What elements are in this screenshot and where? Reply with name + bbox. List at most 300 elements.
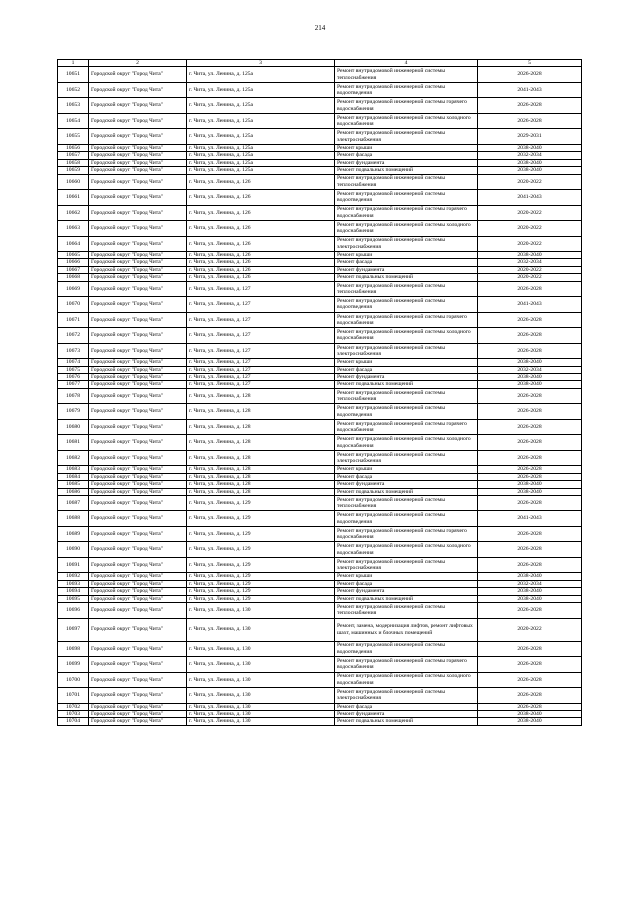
municipality-cell: Городской округ "Город Чита" <box>89 703 187 710</box>
municipality-cell: Городской округ "Город Чита" <box>89 588 187 595</box>
period-cell: 2020-2022 <box>478 266 582 273</box>
address-cell: г. Чита, ул. Ленина, д. 127 <box>187 381 335 388</box>
table-row <box>58 221 582 237</box>
row-number-cell: 10663 <box>58 221 89 237</box>
period-cell: 2038-2040 <box>478 373 582 380</box>
period-cell: 2041-2043 <box>478 82 582 98</box>
table-row <box>58 603 582 619</box>
work-type-cell: Ремонт внутридомовой инженерной системы электроснабжения <box>335 236 478 252</box>
address-cell: г. Чита, ул. Ленина, д. 129 <box>187 526 335 542</box>
address-cell: г. Чита, ул. Ленина, д. 127 <box>187 343 335 359</box>
table-row <box>58 703 582 710</box>
work-type-cell: Ремонт крыши <box>335 252 478 259</box>
address-cell: г. Чита, ул. Ленина, д. 128 <box>187 388 335 404</box>
work-type-cell: Ремонт фасада <box>335 152 478 159</box>
municipality-cell: Городской округ "Город Чита" <box>89 236 187 252</box>
row-number-cell: 10693 <box>58 580 89 587</box>
period-cell: 2029-2031 <box>478 129 582 145</box>
period-cell: 2026-2028 <box>478 657 582 673</box>
municipality-cell: Городской округ "Город Чита" <box>89 152 187 159</box>
work-type-cell: Ремонт внутридомовой инженерной системы теплоснабжения <box>335 174 478 190</box>
municipality-cell: Городской округ "Город Чита" <box>89 328 187 344</box>
work-type-cell: Ремонт внутридомовой инженерной системы электроснабжения <box>335 557 478 573</box>
work-type-cell: Ремонт внутридомовой инженерной системы холодного водоснабжения <box>335 328 478 344</box>
period-cell: 2038-2040 <box>478 588 582 595</box>
table-row <box>58 481 582 488</box>
address-cell: г. Чита, ул. Ленина, д. 130 <box>187 718 335 725</box>
period-cell: 2026-2028 <box>478 343 582 359</box>
row-number-cell: 10682 <box>58 450 89 466</box>
table-row <box>58 657 582 673</box>
work-type-cell: Ремонт внутридомовой инженерной системы теплоснабжения <box>335 281 478 297</box>
work-type-cell: Ремонт внутридомовой инженерной системы холодного водоснабжения <box>335 542 478 558</box>
row-number-cell: 10701 <box>58 688 89 704</box>
table-row <box>58 526 582 542</box>
period-cell: 2032-2034 <box>478 152 582 159</box>
period-cell: 2020-2022 <box>478 236 582 252</box>
address-cell: г. Чита, ул. Ленина, д. 126 <box>187 190 335 206</box>
table-row <box>58 252 582 259</box>
row-number-cell: 10652 <box>58 82 89 98</box>
period-cell: 2020-2022 <box>478 274 582 281</box>
municipality-cell: Городской округ "Город Чита" <box>89 167 187 174</box>
table-row <box>58 343 582 359</box>
work-type-cell: Ремонт внутридомовой инженерной системы теплоснабжения <box>335 67 478 83</box>
address-cell: г. Чита, ул. Ленина, д. 125а <box>187 82 335 98</box>
table-row <box>58 113 582 129</box>
work-type-cell: Ремонт фасада <box>335 259 478 266</box>
period-cell: 2026-2028 <box>478 419 582 435</box>
row-number-cell: 10653 <box>58 98 89 114</box>
repair-schedule-table <box>57 59 582 726</box>
period-cell: 2038-2040 <box>478 710 582 717</box>
period-cell: 2026-2028 <box>478 450 582 466</box>
row-number-cell: 10688 <box>58 511 89 527</box>
row-number-cell: 10677 <box>58 381 89 388</box>
period-cell: 2020-2022 <box>478 174 582 190</box>
municipality-cell: Городской округ "Город Чита" <box>89 174 187 190</box>
municipality-cell: Городской округ "Город Чита" <box>89 688 187 704</box>
work-type-cell: Ремонт внутридомовой инженерной системы горячего водоснабжения <box>335 205 478 221</box>
municipality-cell: Городской округ "Город Чита" <box>89 312 187 328</box>
table-row <box>58 495 582 511</box>
address-cell: г. Чита, ул. Ленина, д. 128 <box>187 419 335 435</box>
period-cell: 2038-2040 <box>478 595 582 602</box>
row-number-cell: 10674 <box>58 359 89 366</box>
period-cell: 2032-2034 <box>478 366 582 373</box>
work-type-cell: Ремонт фундамента <box>335 481 478 488</box>
row-number-cell: 10686 <box>58 488 89 495</box>
period-cell: 2038-2040 <box>478 488 582 495</box>
period-cell: 2038-2040 <box>478 167 582 174</box>
table-row <box>58 312 582 328</box>
period-cell: 2026-2028 <box>478 603 582 619</box>
work-type-cell: Ремонт подвальных помещений <box>335 167 478 174</box>
work-type-cell: Ремонт подвальных помещений <box>335 595 478 602</box>
address-cell: г. Чита, ул. Ленина, д. 129 <box>187 511 335 527</box>
row-number-cell: 10704 <box>58 718 89 725</box>
work-type-cell: Ремонт фасада <box>335 366 478 373</box>
municipality-cell: Городской округ "Город Чита" <box>89 481 187 488</box>
municipality-cell: Городской округ "Город Чита" <box>89 450 187 466</box>
table-row <box>58 473 582 480</box>
work-type-cell: Ремонт фасада <box>335 703 478 710</box>
period-cell: 2038-2040 <box>478 481 582 488</box>
row-number-cell: 10658 <box>58 159 89 166</box>
period-cell: 2038-2040 <box>478 381 582 388</box>
row-number-cell: 10695 <box>58 595 89 602</box>
row-number-cell: 10691 <box>58 557 89 573</box>
table-row <box>58 688 582 704</box>
period-cell: 2038-2040 <box>478 359 582 366</box>
row-number-cell: 10678 <box>58 388 89 404</box>
row-number-cell: 10667 <box>58 266 89 273</box>
work-type-cell: Ремонт фасада <box>335 473 478 480</box>
municipality-cell: Городской округ "Город Чита" <box>89 557 187 573</box>
period-cell: 2020-2022 <box>478 618 582 641</box>
work-type-cell: Ремонт фундамента <box>335 159 478 166</box>
period-cell: 2026-2028 <box>478 641 582 657</box>
row-number-cell: 10689 <box>58 526 89 542</box>
row-number-cell: 10662 <box>58 205 89 221</box>
row-number-cell: 10692 <box>58 573 89 580</box>
period-cell: 2026-2028 <box>478 435 582 451</box>
row-number-cell: 10671 <box>58 312 89 328</box>
work-type-cell: Ремонт внутридомовой инженерной системы горячего водоснабжения <box>335 419 478 435</box>
municipality-cell: Городской округ "Город Чита" <box>89 672 187 688</box>
work-type-cell: Ремонт внутридомовой инженерной системы холодного водоснабжения <box>335 435 478 451</box>
period-cell: 2038-2040 <box>478 159 582 166</box>
row-number-cell: 10702 <box>58 703 89 710</box>
work-type-cell: Ремонт подвальных помещений <box>335 274 478 281</box>
row-number-cell: 10669 <box>58 281 89 297</box>
row-number-cell: 10656 <box>58 144 89 151</box>
period-cell: 2026-2028 <box>478 473 582 480</box>
municipality-cell: Городской округ "Город Чита" <box>89 205 187 221</box>
work-type-cell: Ремонт крыши <box>335 359 478 366</box>
row-number-cell: 10680 <box>58 419 89 435</box>
municipality-cell: Городской округ "Город Чита" <box>89 718 187 725</box>
municipality-cell: Городской округ "Город Чита" <box>89 466 187 473</box>
row-number-cell: 10697 <box>58 618 89 641</box>
period-cell: 2026-2028 <box>478 703 582 710</box>
table-row <box>58 710 582 717</box>
row-number-cell: 10666 <box>58 259 89 266</box>
work-type-cell: Ремонт внутридомовой инженерной системы электроснабжения <box>335 450 478 466</box>
address-cell: г. Чита, ул. Ленина, д. 129 <box>187 542 335 558</box>
address-cell: г. Чита, ул. Ленина, д. 130 <box>187 657 335 673</box>
period-cell: 2041-2043 <box>478 190 582 206</box>
municipality-cell: Городской округ "Город Чита" <box>89 98 187 114</box>
work-type-cell: Ремонт внутридомовой инженерной системы теплоснабжения <box>335 603 478 619</box>
address-cell: г. Чита, ул. Ленина, д. 125а <box>187 167 335 174</box>
column-header-3: 3 <box>187 60 335 67</box>
row-number-cell: 10664 <box>58 236 89 252</box>
work-type-cell: Ремонт подвальных помещений <box>335 381 478 388</box>
address-cell: г. Чита, ул. Ленина, д. 125а <box>187 159 335 166</box>
municipality-cell: Городской округ "Город Чита" <box>89 603 187 619</box>
row-number-cell: 10681 <box>58 435 89 451</box>
work-type-cell: Ремонт внутридомовой инженерной системы водоотведения <box>335 82 478 98</box>
table-row <box>58 672 582 688</box>
work-type-cell: Ремонт внутридомовой инженерной системы холодного водоснабжения <box>335 221 478 237</box>
period-cell: 2041-2043 <box>478 297 582 313</box>
period-cell: 2026-2028 <box>478 526 582 542</box>
address-cell: г. Чита, ул. Ленина, д. 130 <box>187 688 335 704</box>
row-number-cell: 10673 <box>58 343 89 359</box>
table-row <box>58 542 582 558</box>
period-cell: 2026-2028 <box>478 113 582 129</box>
row-number-cell: 10676 <box>58 373 89 380</box>
address-cell: г. Чита, ул. Ленина, д. 130 <box>187 641 335 657</box>
period-cell: 2026-2028 <box>478 495 582 511</box>
work-type-cell: Ремонт внутридомовой инженерной системы водоотведения <box>335 404 478 420</box>
address-cell: г. Чита, ул. Ленина, д. 128 <box>187 466 335 473</box>
municipality-cell: Городской округ "Город Чита" <box>89 252 187 259</box>
work-type-cell: Ремонт фундамента <box>335 266 478 273</box>
table-row <box>58 159 582 166</box>
municipality-cell: Городской округ "Город Чита" <box>89 435 187 451</box>
address-cell: г. Чита, ул. Ленина, д. 127 <box>187 281 335 297</box>
row-number-cell: 10683 <box>58 466 89 473</box>
address-cell: г. Чита, ул. Ленина, д. 129 <box>187 573 335 580</box>
address-cell: г. Чита, ул. Ленина, д. 126 <box>187 205 335 221</box>
period-cell: 2026-2028 <box>478 542 582 558</box>
table-row <box>58 359 582 366</box>
row-number-cell: 10684 <box>58 473 89 480</box>
row-number-cell: 10687 <box>58 495 89 511</box>
column-header-2: 2 <box>89 60 187 67</box>
row-number-cell: 10665 <box>58 252 89 259</box>
municipality-cell: Городской округ "Город Чита" <box>89 542 187 558</box>
municipality-cell: Городской округ "Город Чита" <box>89 473 187 480</box>
address-cell: г. Чита, ул. Ленина, д. 127 <box>187 312 335 328</box>
address-cell: г. Чита, ул. Ленина, д. 126 <box>187 266 335 273</box>
row-number-cell: 10672 <box>58 328 89 344</box>
period-cell: 2026-2028 <box>478 404 582 420</box>
row-number-cell: 10661 <box>58 190 89 206</box>
municipality-cell: Городской округ "Город Чита" <box>89 511 187 527</box>
address-cell: г. Чита, ул. Ленина, д. 127 <box>187 328 335 344</box>
address-cell: г. Чита, ул. Ленина, д. 126 <box>187 252 335 259</box>
municipality-cell: Городской округ "Город Чита" <box>89 573 187 580</box>
header-row <box>58 60 582 67</box>
table-row <box>58 450 582 466</box>
work-type-cell: Ремонт, замена, модернизация лифтов, ремонт лифтовых шахт, машинных и блочных помещений <box>335 618 478 641</box>
address-cell: г. Чита, ул. Ленина, д. 129 <box>187 595 335 602</box>
row-number-cell: 10694 <box>58 588 89 595</box>
address-cell: г. Чита, ул. Ленина, д. 125а <box>187 113 335 129</box>
municipality-cell: Городской округ "Город Чита" <box>89 580 187 587</box>
work-type-cell: Ремонт крыши <box>335 466 478 473</box>
period-cell: 2026-2028 <box>478 557 582 573</box>
row-number-cell: 10685 <box>58 481 89 488</box>
table-body <box>58 67 582 725</box>
address-cell: г. Чита, ул. Ленина, д. 129 <box>187 580 335 587</box>
table-row <box>58 466 582 473</box>
table-row <box>58 588 582 595</box>
table-row <box>58 435 582 451</box>
work-type-cell: Ремонт внутридомовой инженерной системы горячего водоснабжения <box>335 312 478 328</box>
row-number-cell: 10655 <box>58 129 89 145</box>
address-cell: г. Чита, ул. Ленина, д. 125а <box>187 129 335 145</box>
work-type-cell: Ремонт внутридомовой инженерной системы водоотведения <box>335 190 478 206</box>
municipality-cell: Городской округ "Город Чита" <box>89 381 187 388</box>
municipality-cell: Городской округ "Город Чита" <box>89 281 187 297</box>
period-cell: 2038-2040 <box>478 573 582 580</box>
municipality-cell: Городской округ "Город Чита" <box>89 366 187 373</box>
row-number-cell: 10651 <box>58 67 89 83</box>
period-cell: 2026-2028 <box>478 98 582 114</box>
address-cell: г. Чита, ул. Ленина, д. 130 <box>187 672 335 688</box>
period-cell: 2032-2034 <box>478 580 582 587</box>
municipality-cell: Городской округ "Город Чита" <box>89 388 187 404</box>
table-row <box>58 98 582 114</box>
municipality-cell: Городской округ "Город Чита" <box>89 274 187 281</box>
row-number-cell: 10660 <box>58 174 89 190</box>
work-type-cell: Ремонт внутридомовой инженерной системы теплоснабжения <box>335 388 478 404</box>
row-number-cell: 10657 <box>58 152 89 159</box>
address-cell: г. Чита, ул. Ленина, д. 126 <box>187 174 335 190</box>
address-cell: г. Чита, ул. Ленина, д. 126 <box>187 259 335 266</box>
address-cell: г. Чита, ул. Ленина, д. 128 <box>187 404 335 420</box>
table-row <box>58 82 582 98</box>
table-row <box>58 205 582 221</box>
municipality-cell: Городской округ "Город Чита" <box>89 495 187 511</box>
period-cell: 2038-2040 <box>478 718 582 725</box>
table-row <box>58 152 582 159</box>
address-cell: г. Чита, ул. Ленина, д. 128 <box>187 450 335 466</box>
period-cell: 2038-2040 <box>478 144 582 151</box>
table-row <box>58 641 582 657</box>
municipality-cell: Городской округ "Город Чита" <box>89 221 187 237</box>
row-number-cell: 10703 <box>58 710 89 717</box>
address-cell: г. Чита, ул. Ленина, д. 126 <box>187 221 335 237</box>
table-row <box>58 259 582 266</box>
work-type-cell: Ремонт внутридомовой инженерной системы горячего водоснабжения <box>335 526 478 542</box>
row-number-cell: 10679 <box>58 404 89 420</box>
row-number-cell: 10668 <box>58 274 89 281</box>
column-header-1: 1 <box>58 60 89 67</box>
table-row <box>58 236 582 252</box>
municipality-cell: Городской округ "Город Чита" <box>89 419 187 435</box>
table-row <box>58 174 582 190</box>
work-type-cell: Ремонт подвальных помещений <box>335 718 478 725</box>
row-number-cell: 10659 <box>58 167 89 174</box>
municipality-cell: Городской округ "Город Чита" <box>89 259 187 266</box>
municipality-cell: Городской округ "Город Чита" <box>89 657 187 673</box>
period-cell: 2026-2028 <box>478 672 582 688</box>
address-cell: г. Чита, ул. Ленина, д. 126 <box>187 274 335 281</box>
municipality-cell: Городской округ "Город Чита" <box>89 595 187 602</box>
municipality-cell: Городской округ "Город Чита" <box>89 710 187 717</box>
work-type-cell: Ремонт внутридомовой инженерной системы электроснабжения <box>335 129 478 145</box>
work-type-cell: Ремонт крыши <box>335 573 478 580</box>
period-cell: 2026-2028 <box>478 312 582 328</box>
table-row <box>58 274 582 281</box>
address-cell: г. Чита, ул. Ленина, д. 128 <box>187 473 335 480</box>
municipality-cell: Городской округ "Город Чита" <box>89 82 187 98</box>
municipality-cell: Городской округ "Город Чита" <box>89 526 187 542</box>
row-number-cell: 10690 <box>58 542 89 558</box>
work-type-cell: Ремонт подвальных помещений <box>335 488 478 495</box>
municipality-cell: Городской округ "Город Чита" <box>89 618 187 641</box>
row-number-cell: 10700 <box>58 672 89 688</box>
municipality-cell: Городской округ "Город Чита" <box>89 404 187 420</box>
work-type-cell: Ремонт внутридомовой инженерной системы холодного водоснабжения <box>335 672 478 688</box>
municipality-cell: Городской округ "Город Чита" <box>89 488 187 495</box>
address-cell: г. Чита, ул. Ленина, д. 127 <box>187 373 335 380</box>
work-type-cell: Ремонт фундамента <box>335 710 478 717</box>
municipality-cell: Городской округ "Город Чита" <box>89 297 187 313</box>
period-cell: 2020-2022 <box>478 221 582 237</box>
work-type-cell: Ремонт внутридомовой инженерной системы водоотведения <box>335 511 478 527</box>
table-row <box>58 297 582 313</box>
period-cell: 2026-2028 <box>478 67 582 83</box>
municipality-cell: Городской округ "Город Чита" <box>89 144 187 151</box>
row-number-cell: 10699 <box>58 657 89 673</box>
municipality-cell: Городской округ "Город Чита" <box>89 373 187 380</box>
address-cell: г. Чита, ул. Ленина, д. 128 <box>187 481 335 488</box>
table-row <box>58 419 582 435</box>
table-row <box>58 595 582 602</box>
work-type-cell: Ремонт внутридомовой инженерной системы холодного водоснабжения <box>335 113 478 129</box>
address-cell: г. Чита, ул. Ленина, д. 126 <box>187 236 335 252</box>
address-cell: г. Чита, ул. Ленина, д. 125а <box>187 152 335 159</box>
period-cell: 2026-2028 <box>478 688 582 704</box>
address-cell: г. Чита, ул. Ленина, д. 130 <box>187 618 335 641</box>
table-row <box>58 573 582 580</box>
address-cell: г. Чита, ул. Ленина, д. 125а <box>187 67 335 83</box>
table-row <box>58 366 582 373</box>
address-cell: г. Чита, ул. Ленина, д. 125а <box>187 98 335 114</box>
municipality-cell: Городской округ "Город Чита" <box>89 190 187 206</box>
work-type-cell: Ремонт фундамента <box>335 588 478 595</box>
row-number-cell: 10675 <box>58 366 89 373</box>
address-cell: г. Чита, ул. Ленина, д. 128 <box>187 435 335 451</box>
address-cell: г. Чита, ул. Ленина, д. 127 <box>187 359 335 366</box>
table-row <box>58 373 582 380</box>
work-type-cell: Ремонт внутридомовой инженерной системы водоотведения <box>335 641 478 657</box>
table-row <box>58 328 582 344</box>
municipality-cell: Городской округ "Город Чита" <box>89 359 187 366</box>
address-cell: г. Чита, ул. Ленина, д. 129 <box>187 557 335 573</box>
table-row <box>58 129 582 145</box>
municipality-cell: Городской округ "Город Чита" <box>89 159 187 166</box>
period-cell: 2026-2028 <box>478 328 582 344</box>
row-number-cell: 10696 <box>58 603 89 619</box>
column-header-4: 4 <box>335 60 478 67</box>
row-number-cell: 10698 <box>58 641 89 657</box>
address-cell: г. Чита, ул. Ленина, д. 128 <box>187 488 335 495</box>
period-cell: 2041-2043 <box>478 511 582 527</box>
period-cell: 2038-2040 <box>478 252 582 259</box>
table-row <box>58 388 582 404</box>
table-row <box>58 381 582 388</box>
address-cell: г. Чита, ул. Ленина, д. 125а <box>187 144 335 151</box>
address-cell: г. Чита, ул. Ленина, д. 130 <box>187 603 335 619</box>
table-row <box>58 511 582 527</box>
work-type-cell: Ремонт фасада <box>335 580 478 587</box>
address-cell: г. Чита, ул. Ленина, д. 130 <box>187 710 335 717</box>
period-cell: 2026-2028 <box>478 388 582 404</box>
work-type-cell: Ремонт внутридомовой инженерной системы теплоснабжения <box>335 495 478 511</box>
address-cell: г. Чита, ул. Ленина, д. 127 <box>187 297 335 313</box>
column-header-5: 5 <box>478 60 582 67</box>
address-cell: г. Чита, ул. Ленина, д. 129 <box>187 588 335 595</box>
work-type-cell: Ремонт внутридомовой инженерной системы горячего водоснабжения <box>335 98 478 114</box>
table-row <box>58 488 582 495</box>
